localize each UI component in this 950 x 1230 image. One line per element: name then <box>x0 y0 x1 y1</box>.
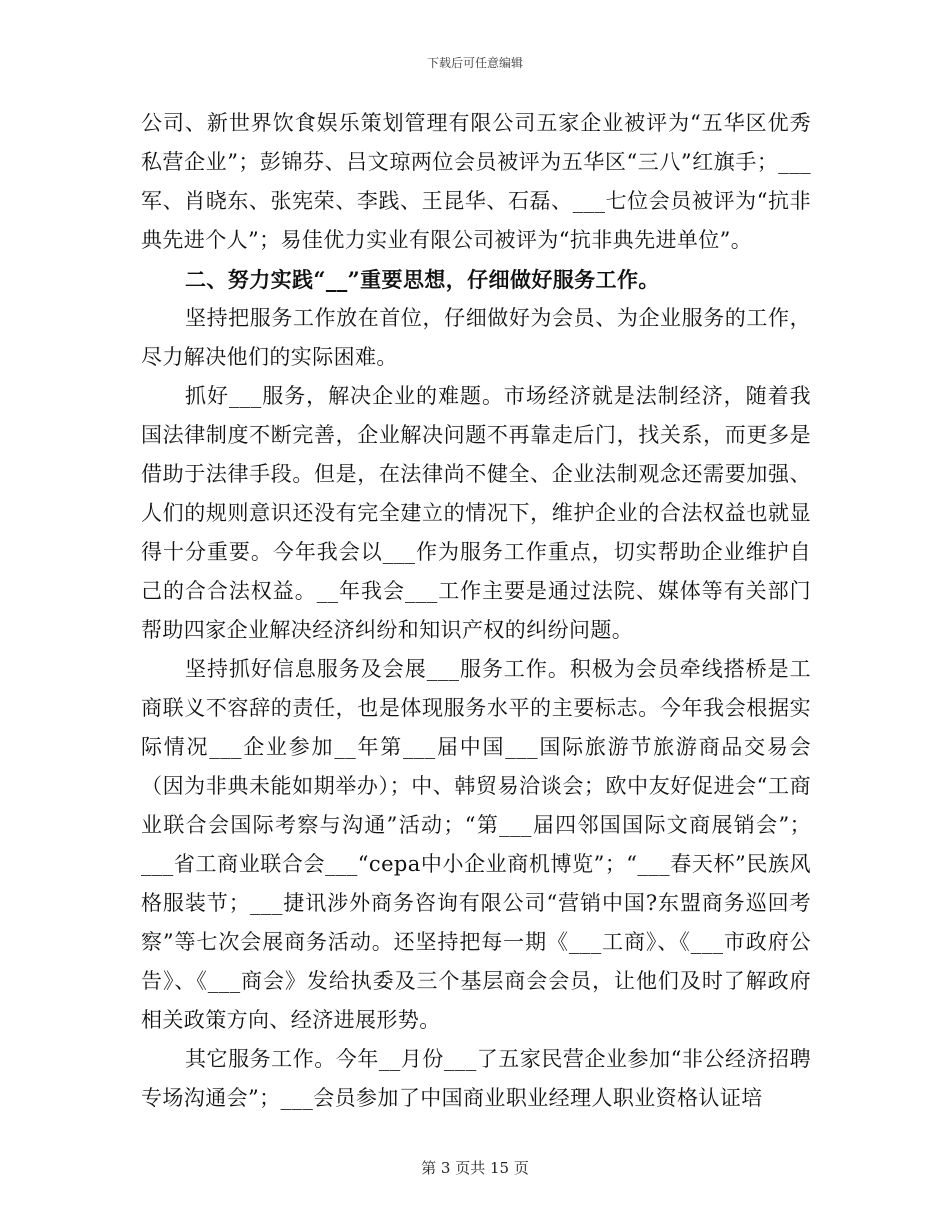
section-heading-2: 二、努力实践“__”重要思想，仔细做好服务工作。 <box>185 267 660 292</box>
paragraph-other-service: 其它服务工作。今年__月份___了五家民营企业参加“非公经济招聘专场沟通会”；___会员参加了中国商业职业经理人职业资格认证培 <box>141 1047 811 1110</box>
paragraph-service-first: 坚持把服务工作放在首位，仔细做好为会员、为企业服务的工作，尽力解决他们的实际困难。 <box>141 306 811 369</box>
page-number: 第 3 页共 15 页 <box>421 1159 529 1177</box>
paragraph-legal-service: 抓好___服务，解决企业的难题。市场经济就是法制经济，随着我国法律制度不断完善，企业解决问题不再靠走后门，找关系，而更多是借助于法律手段。但是，在法律尚不健全、企业法制观念还需要加强、人们的规则意识还没有完全建立的情况下，维护企业的合法权益也就显得十分重要。今年我会以___作为服务工作重点，切实帮助企业维护自己的合合法权益。__年我会___工作主要是通过法院、媒体等有关部门帮助四家企业解决经济纠纷和知识产权的纠纷问题。 <box>141 384 811 642</box>
page-header-note: 下载后可任意编辑 <box>426 56 523 70</box>
paragraph-awards: 公司、新世界饮食娱乐策划管理有限公司五家企业被评为“五华区优秀私营企业”；彭锦芬、吕文琼两位会员被评为五华区“三八”红旗手；___军、肖晓东、张宪荣、李践、王昆华、石磊、___七位会员被评为“抗非典先进个人”；易佳优力实业有限公司被评为“抗非典先进单位”。 <box>141 111 811 252</box>
paragraph-info-exhibition: 坚持抓好信息服务及会展___服务工作。积极为会员牵线搭桥是工商联义不容辞的责任，也是体现服务水平的主要标志。今年我会根据实际情况___企业参加__年第___届中国___国际旅游节旅游商品交易会（因为非典未能如期举办）；中、韩贸易洽谈会；欧中友好促进会“工商业联合会国际考察与沟通”活动；“第___届四邻国国际文商展销会”；___省工商业联合会___“cepa中小企业商机博览”；“___春天杯”民族风格服装节；___捷讯涉外商务咨询有限公司“营销中国?东盟商务巡回考察”等七次会展商务活动。还坚持把每一期《___工商》、《___市政府公告》、《___商会》发给执委及三个基层商会会员，让他们及时了解政府相关政策方向、经济进展形势。 <box>141 657 811 1032</box>
document-body <box>141 104 811 1118</box>
